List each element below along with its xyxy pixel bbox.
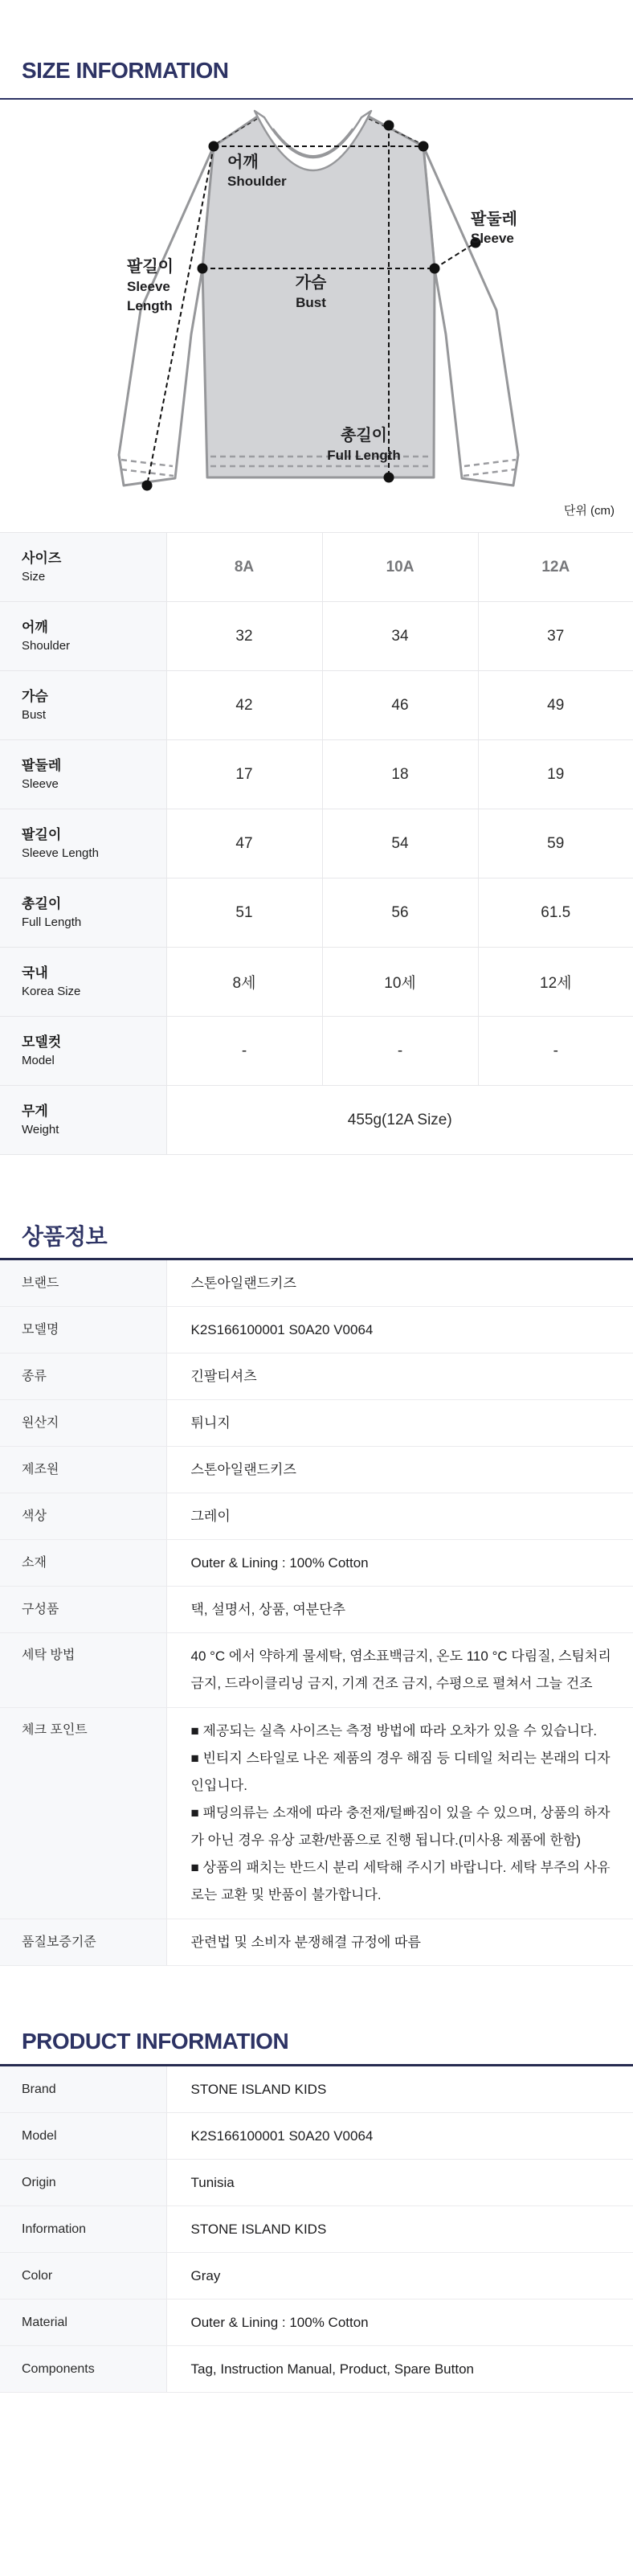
check-point-item: ■ 제공되는 실측 사이즈는 측정 방법에 따라 오차가 있을 수 있습니다.: [190, 1723, 598, 1738]
info-row: [0, 2300, 633, 2346]
row-label-ko: 무게: [22, 1104, 48, 1119]
info-row: [0, 1259, 633, 1307]
info-value: K2S166100001 S0A20 V0064: [166, 1307, 633, 1354]
size-table-row: [0, 809, 633, 878]
info-value: K2S166100001 S0A20 V0064: [166, 2113, 633, 2160]
info-value: 튀니지: [166, 1400, 633, 1447]
size-row-label: [0, 602, 166, 671]
info-value: STONE ISLAND KIDS: [166, 2066, 633, 2113]
size-value: 56: [322, 878, 478, 948]
size-table-row: [0, 533, 633, 602]
info-value: 그레이: [166, 1493, 633, 1540]
row-label-en: Full Length: [22, 915, 82, 929]
info-value: 40 °C 에서 약하게 물세탁, 염소표백금지, 온도 110 °C 다림질, 스팀처리 금지, 드라이클리닝 금지, 기계 건조 금지, 수평으로 펼쳐서 그늘 건조: [166, 1633, 633, 1708]
weight-merged-value: 455g(12A Size): [166, 1086, 633, 1155]
check-point-item: ■ 상품의 패치는 반드시 분리 세탁해 주시기 바랍니다. 세탁 부주의 사유로는 교환 및 반품이 불가합니다.: [190, 1860, 611, 1902]
size-value: 54: [322, 809, 478, 878]
info-row: [0, 2113, 633, 2160]
size-row-label: [0, 809, 166, 878]
info-value: STONE ISLAND KIDS: [166, 2206, 633, 2253]
size-table-row: [0, 1017, 633, 1086]
size-value: 42: [166, 671, 322, 740]
info-row: [0, 1354, 633, 1400]
size-value: -: [166, 1017, 322, 1086]
size-row-label: [0, 948, 166, 1017]
info-row: [0, 1919, 633, 1966]
info-label: Origin: [0, 2160, 166, 2206]
info-label: Model: [0, 2113, 166, 2160]
size-value: 49: [478, 671, 633, 740]
row-label-en: Model: [22, 1054, 55, 1067]
sleeve-label-ko: 팔둘레: [471, 211, 517, 228]
info-label: 모델명: [0, 1307, 166, 1354]
size-value: 51: [166, 878, 322, 948]
row-label-en: Bust: [22, 708, 47, 722]
size-table-row: [0, 602, 633, 671]
size-row-label: [0, 533, 166, 602]
info-row: [0, 1493, 633, 1540]
row-label-en: Sleeve: [22, 777, 59, 791]
info-row: [0, 2253, 633, 2300]
info-label: 종류: [0, 1354, 166, 1400]
size-table-row: [0, 740, 633, 809]
info-value: 스톤아일랜드키즈: [166, 1259, 633, 1307]
product-info-en-table: [0, 2064, 633, 2393]
info-row: [0, 1587, 633, 1633]
row-label-en: Size: [22, 570, 46, 584]
full-length-label-ko: 총길이: [341, 427, 387, 444]
full-length-label-en: Full Length: [327, 448, 401, 463]
size-value: 59: [478, 809, 633, 878]
size-value: 47: [166, 809, 322, 878]
row-label-ko: 국내: [22, 965, 48, 981]
sleeve-length-label-en1: Sleeve: [127, 279, 170, 294]
size-row-label: [0, 671, 166, 740]
info-label: Components: [0, 2346, 166, 2393]
sleeve-length-label-en2: Length: [127, 298, 173, 313]
info-label: Color: [0, 2253, 166, 2300]
sleeve-length-label-ko: 팔길이: [127, 258, 174, 276]
size-value: 18: [322, 740, 478, 809]
size-value: -: [478, 1017, 633, 1086]
row-label-ko: 팔길이: [22, 827, 62, 842]
info-label: 색상: [0, 1493, 166, 1540]
size-col-header: 12A: [478, 533, 633, 602]
unit-label: 단위 (cm): [563, 504, 615, 518]
info-label: 품질보증기준: [0, 1919, 166, 1966]
info-row: [0, 1633, 633, 1708]
info-value: Outer & Lining : 100% Cotton: [166, 1540, 633, 1587]
shoulder-label-en: Shoulder: [227, 174, 287, 189]
size-table-row: [0, 948, 633, 1017]
info-row: [0, 1400, 633, 1447]
info-row: [0, 2346, 633, 2393]
sleeve-label-en: Sleeve: [471, 231, 514, 246]
bust-label-ko: 가슴: [295, 274, 327, 292]
row-label-ko: 팔둘레: [22, 758, 62, 773]
check-point-item: ■ 패딩의류는 소재에 따라 충전재/털빠짐이 있을 수 있으며, 상품의 하자가 아닌 경우 유상 교환/반품으로 진행 됩니다.(미사용 제품에 한함): [190, 1805, 611, 1848]
size-value: 8세: [166, 948, 322, 1017]
size-col-header: 10A: [322, 533, 478, 602]
size-information-title: SIZE INFORMATION: [22, 58, 229, 83]
size-row-label: [0, 1017, 166, 1086]
info-label: 세탁 방법: [0, 1633, 166, 1708]
info-value: Outer & Lining : 100% Cotton: [166, 2300, 633, 2346]
info-value: 관련법 및 소비자 분쟁해결 규정에 따름: [166, 1919, 633, 1966]
info-label: 브랜드: [0, 1259, 166, 1307]
info-value: Tag, Instruction Manual, Product, Spare Button: [166, 2346, 633, 2393]
size-value: 19: [478, 740, 633, 809]
info-label: Brand: [0, 2066, 166, 2113]
check-point-item: ■ 빈티지 스타일로 나온 제품의 경우 해짐 등 디테일 처리는 본래의 디자인입니다.: [190, 1751, 611, 1793]
size-value: 61.5: [478, 878, 633, 948]
size-col-header: 8A: [166, 533, 322, 602]
info-row: [0, 1447, 633, 1493]
info-label: 소재: [0, 1540, 166, 1587]
row-label-ko: 사이즈: [22, 551, 62, 566]
row-label-en: Sleeve Length: [22, 846, 99, 860]
info-value: Gray: [166, 2253, 633, 2300]
info-value: 스톤아일랜드키즈: [166, 1447, 633, 1493]
size-row-label: [0, 1086, 166, 1155]
shirt-measurement-diagram: [96, 109, 546, 503]
size-table: [0, 532, 633, 1155]
size-value: -: [322, 1017, 478, 1086]
info-row: [0, 1307, 633, 1354]
product-info-en-title: PRODUCT INFORMATION: [22, 2029, 289, 2054]
info-row: [0, 2206, 633, 2253]
size-table-row: [0, 1086, 633, 1155]
shoulder-label-ko: 어깨: [227, 154, 259, 171]
size-value: 37: [478, 602, 633, 671]
info-label: 구성품: [0, 1587, 166, 1633]
row-label-ko: 가슴: [22, 689, 48, 704]
info-label: 체크 포인트: [0, 1708, 166, 1919]
size-value: 32: [166, 602, 322, 671]
info-row: [0, 2066, 633, 2113]
size-table-row: [0, 671, 633, 740]
row-label-en: Shoulder: [22, 639, 71, 653]
size-value: 34: [322, 602, 478, 671]
product-info-ko-title: 상품정보: [22, 1224, 108, 1249]
info-row: [0, 1540, 633, 1587]
product-info-ko-table: [0, 1258, 633, 1966]
row-label-en: Weight: [22, 1123, 59, 1136]
size-value: 17: [166, 740, 322, 809]
title-divider: [0, 98, 633, 100]
info-value: Tunisia: [166, 2160, 633, 2206]
row-label-en: Korea Size: [22, 985, 81, 998]
check-points: [166, 1708, 633, 1919]
info-label: Material: [0, 2300, 166, 2346]
row-label-ko: 어깨: [22, 620, 48, 635]
size-table-row: [0, 878, 633, 948]
info-row: [0, 2160, 633, 2206]
bust-label-en: Bust: [296, 295, 326, 310]
size-row-label: [0, 878, 166, 948]
size-value: 46: [322, 671, 478, 740]
size-row-label: [0, 740, 166, 809]
row-label-ko: 모델컷: [22, 1034, 62, 1050]
info-value: 택, 설명서, 상품, 여분단추: [166, 1587, 633, 1633]
size-value: 10세: [322, 948, 478, 1017]
info-label: 원산지: [0, 1400, 166, 1447]
row-label-ko: 총길이: [22, 896, 62, 911]
info-label: Information: [0, 2206, 166, 2253]
size-value: 12세: [478, 948, 633, 1017]
info-value: 긴팔티셔츠: [166, 1354, 633, 1400]
info-row: [0, 1708, 633, 1919]
info-label: 제조원: [0, 1447, 166, 1493]
